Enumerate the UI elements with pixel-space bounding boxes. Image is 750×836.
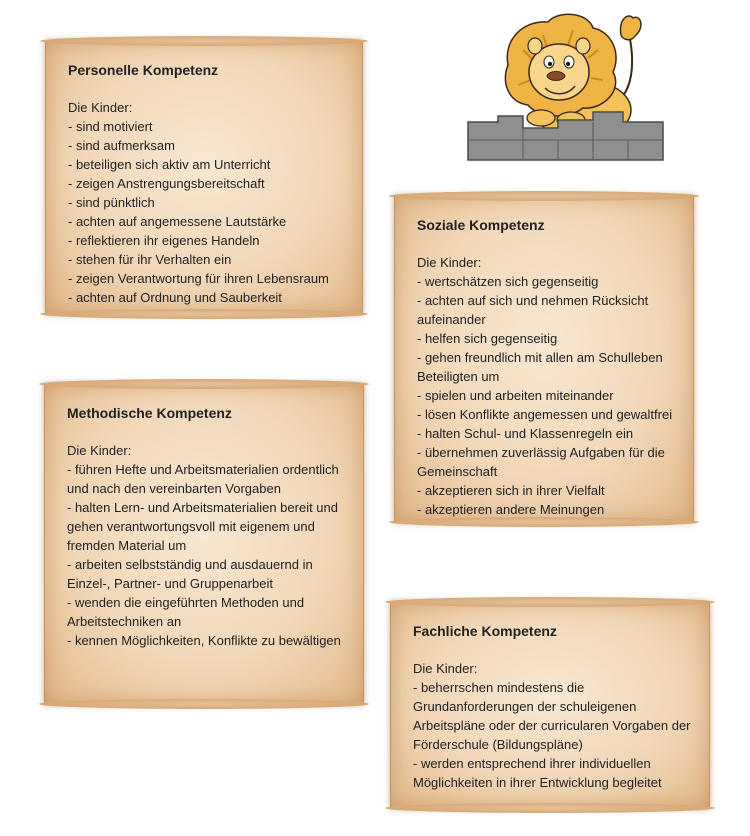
list-item: - führen Hefte und Arbeitsmaterialien ordentlich und nach den vereinbarten Vorgaben	[67, 462, 339, 496]
list-item: - beherrschen mindestens die Grundanforderungen der schuleigenen Arbeitspläne oder der curricularen Vorgaben der Förderschule (Bildungspläne)	[413, 680, 691, 752]
list-item: - achten auf Ordnung und Sauberkeit	[68, 290, 282, 305]
list-item: - sind motiviert	[68, 119, 153, 134]
list-item: - übernehmen zuverlässig Aufgaben für die Gemeinschaft	[417, 445, 665, 479]
list-item: - arbeiten selbstständig und ausdauernd in Einzel-, Partner- und Gruppenarbeit	[67, 557, 313, 591]
card-title: Soziale Kompetenz	[417, 217, 545, 233]
card-title: Methodische Kompetenz	[67, 405, 232, 421]
card-methodische-kompetenz	[44, 383, 364, 705]
list-item: - lösen Konflikte angemessen und gewaltfrei	[417, 407, 673, 422]
card-personelle-kompetenz	[45, 40, 363, 315]
list-item: - spielen und arbeiten miteinander	[417, 388, 614, 403]
list-item: - sind aufmerksam	[68, 138, 175, 153]
list-item: - zeigen Verantwortung für ihren Lebensraum	[68, 271, 329, 286]
list-item: - wertschätzen sich gegenseitig	[417, 274, 599, 289]
list-item: - halten Schul- und Klassenregeln ein	[417, 426, 634, 441]
card-list	[67, 460, 345, 650]
list-item: - halten Lern- und Arbeitsmaterialien bereit und gehen verantwortungsvoll mit eigenem und fremden Material um	[67, 500, 338, 553]
list-item: - kennen Möglichkeiten, Konflikte zu bewältigen	[67, 633, 341, 648]
card-list	[413, 678, 691, 792]
list-item: - gehen freundlich mit allen am Schulleben Beteiligten um	[417, 350, 663, 384]
list-item: - beteiligen sich aktiv am Unterricht	[68, 157, 271, 172]
list-item: - akzeptieren sich in ihrer Vielfalt	[417, 483, 605, 498]
list-item: - helfen sich gegenseitig	[417, 331, 558, 346]
card-list	[417, 272, 675, 519]
list-item: - achten auf sich und nehmen Rücksicht aufeinander	[417, 293, 649, 327]
list-item: - stehen für ihr Verhalten ein	[68, 252, 232, 267]
card-fachliche-kompetenz	[390, 601, 710, 809]
list-item: - wenden die eingeführten Methoden und Arbeitstechniken an	[67, 595, 305, 629]
list-item: - sind pünktlich	[68, 195, 155, 210]
lion-on-wall-icon	[463, 10, 673, 165]
card-intro: Die Kinder:	[417, 255, 482, 270]
card-intro: Die Kinder:	[67, 443, 132, 458]
card-title: Fachliche Kompetenz	[413, 623, 557, 639]
list-item: - akzeptieren andere Meinungen	[417, 502, 605, 517]
list-item: - achten auf angemessene Lautstärke	[68, 214, 287, 229]
list-item: - reflektieren ihr eigenes Handeln	[68, 233, 260, 248]
list-item: - zeigen Anstrengungsbereitschaft	[68, 176, 265, 191]
list-item: - werden entsprechend ihrer individuellen Möglichkeiten in ihrer Entwicklung begleitet	[413, 756, 662, 790]
card-intro: Die Kinder:	[413, 661, 478, 676]
card-intro: Die Kinder:	[68, 100, 133, 115]
card-soziale-kompetenz	[394, 195, 694, 523]
card-list	[68, 117, 344, 307]
card-title: Personelle Kompetenz	[68, 62, 219, 78]
